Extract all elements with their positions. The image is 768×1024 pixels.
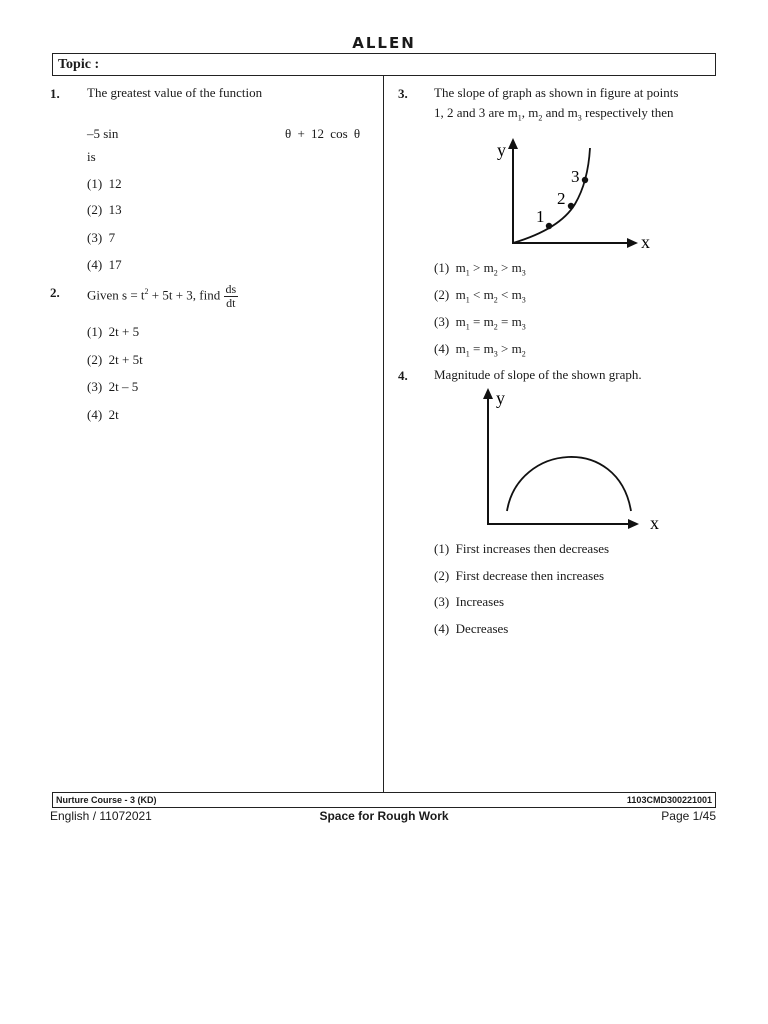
q2-option-4[interactable]: (4) 2t (87, 407, 119, 422)
q4-option-1[interactable]: (1) First increases then decreases (434, 541, 610, 556)
q1-option-2[interactable]: (2) 13 (87, 202, 122, 217)
q4-y-label: y (496, 388, 505, 408)
q3-option-2[interactable]: (2) $m_1 < m_2 < m_3$ (434, 287, 526, 305)
q3-point-label-3: 3 (571, 167, 580, 186)
q2-text: Given $s = t^2 + 5t + 3$, find $\frac{ds}{dt}$ (87, 281, 237, 310)
q3-graph (490, 134, 665, 254)
course-name: Nurture Course - 3 (KD) (56, 795, 157, 805)
q1-text: The greatest value of the function (87, 85, 263, 100)
q4-x-arrow (628, 519, 639, 529)
q3-x-arrow (627, 238, 638, 248)
q3-y-label: y (497, 140, 506, 160)
q1-expr-right: θ + 12 cos θ (285, 126, 361, 141)
language-id: English / 11072021 (50, 809, 152, 823)
q3-point-label-1: 1 (536, 207, 545, 226)
q2-number: 2. (50, 285, 60, 300)
q3-number: 3. (398, 86, 408, 101)
q3-line-1: The slope of graph as shown in figure at points (434, 85, 679, 100)
q3-line-2: 1, 2 and 3 are $m_1$, $m_2$ and $m_3$ respectively then (434, 105, 674, 123)
q3-option-1[interactable]: (1) $m_1 > m_2 > m_3$ (434, 260, 526, 278)
q3-option-3[interactable]: (3) $m_1 = m_2 = m_3$ (434, 314, 526, 332)
q3-x-label: x (641, 232, 650, 252)
paper-code: 1103CMD300221001 (626, 795, 712, 805)
q2-option-2[interactable]: (2) 2t + 5t (87, 352, 143, 367)
q4-option-2[interactable]: (2) First decrease then increases (434, 568, 605, 583)
footer-bar (52, 792, 716, 808)
q1-number: 1. (50, 86, 60, 101)
q1-expr-left: –5 sin (87, 126, 119, 141)
q1-option-1[interactable]: (1) 12 (87, 176, 122, 191)
q2-option-1[interactable]: (1) 2t + 5 (87, 324, 140, 339)
q3-point-3 (582, 177, 588, 183)
brand-logo: ALLEN (352, 34, 416, 52)
column-divider (383, 76, 384, 792)
q1-tail: is (87, 149, 96, 164)
q3-point-2 (568, 203, 574, 209)
q4-option-3[interactable]: (3) Increases (434, 594, 505, 609)
q4-text: Magnitude of slope of the shown graph. (434, 367, 642, 382)
rough-work-label: Space for Rough Work (319, 809, 449, 823)
q4-number: 4. (398, 368, 408, 383)
q3-curve (513, 148, 590, 243)
q4-graph (478, 384, 668, 530)
q3-point-label-2: 2 (557, 189, 566, 208)
q1-option-4[interactable]: (4) 17 (87, 257, 122, 272)
topic-field (52, 53, 716, 76)
q4-option-4[interactable]: (4) Decreases (434, 621, 509, 636)
q4-x-label: x (650, 513, 659, 530)
q3-point-1 (546, 223, 552, 229)
q4-y-arrow (483, 388, 493, 399)
page-number: Page 1/45 (661, 809, 716, 823)
q2-fraction: $\frac{ds}{dt}$ (225, 281, 237, 310)
topic-label: Topic : (58, 57, 100, 72)
q3-y-arrow (508, 138, 518, 149)
q2-option-3[interactable]: (3) 2t – 5 (87, 379, 139, 394)
q4-arc (507, 457, 631, 511)
q3-option-4[interactable]: (4) $m_1 = m_3 > m_2$ (434, 341, 526, 359)
q1-option-3[interactable]: (3) 7 (87, 230, 116, 245)
